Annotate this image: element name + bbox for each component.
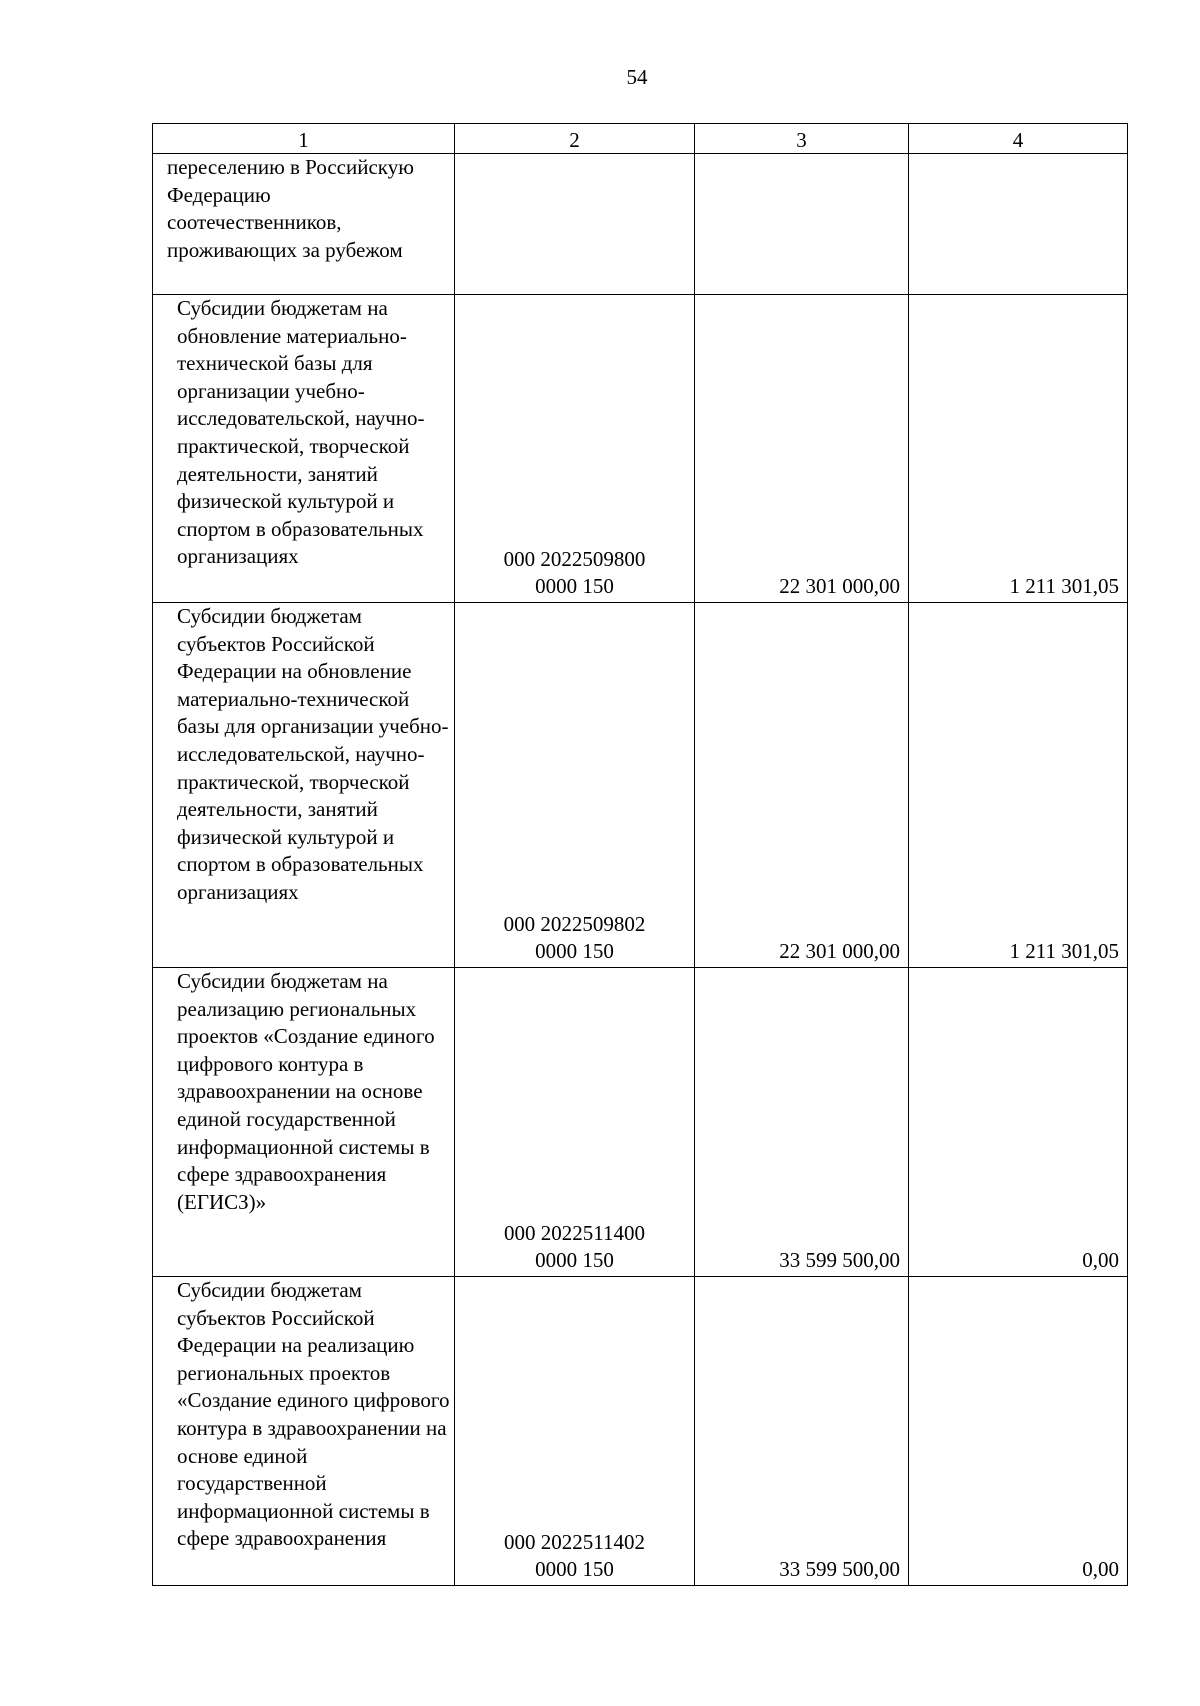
row-amount-fact: 1 211 301,05 [909, 295, 1128, 603]
row-code [455, 603, 695, 968]
row-amount-plan [695, 154, 909, 295]
page-number: 54 [626, 65, 648, 89]
column-header-2: 2 [455, 124, 695, 154]
table-header-row [153, 124, 1128, 154]
table-row [153, 1277, 1128, 1586]
column-header-1: 1 [153, 124, 455, 154]
row-code-line2: 0000 150 [535, 1557, 614, 1582]
row-amount-fact [909, 154, 1128, 295]
row-code-line2: 0000 150 [535, 1248, 614, 1273]
row-code [455, 968, 695, 1277]
row-name [153, 295, 455, 603]
row-name-text: Субсидии бюджетам на реализацию региональных проектов «Создание единого цифрового контура в здравоохранении на основе единой государственной информационной системы в сфере здравоохранения (ЕГИСЗ)» [177, 969, 435, 1214]
row-amount-plan: 33 599 500,00 [695, 1277, 909, 1586]
row-code-line1: 000 2022511402 [504, 1529, 645, 1554]
row-code-line1: 000 2022509802 [503, 911, 646, 936]
row-amount-fact: 0,00 [909, 968, 1128, 1277]
row-code-line1: 000 2022511400 [504, 1220, 645, 1245]
row-code-line2: 0000 150 [535, 939, 614, 964]
row-code [455, 1277, 695, 1586]
row-name: переселению в Российскую Федерацию соотечественников, проживающих за рубежом [153, 154, 455, 295]
row-code [455, 154, 695, 295]
row-name [153, 1277, 455, 1586]
row-amount-plan: 22 301 000,00 [695, 295, 909, 603]
row-amount-fact: 0,00 [909, 1277, 1128, 1586]
row-code-line1: 000 2022509800 [503, 546, 646, 571]
row-amount-plan: 33 599 500,00 [695, 968, 909, 1277]
row-amount-plan: 22 301 000,00 [695, 603, 909, 968]
table-row [153, 154, 1128, 295]
column-header-4: 4 [909, 124, 1128, 154]
row-code-line2: 0000 150 [535, 574, 614, 599]
row-name [153, 968, 455, 1277]
row-name-text: Субсидии бюджетам субъектов Российской Федерации на обновление материально-технической базы для организации учебно-исследовательской, научно-практической, творческой деятельности, занятий физической культурой и спортом в образовательных организациях [177, 604, 449, 904]
table-row [153, 968, 1128, 1277]
budget-table [152, 123, 1128, 1586]
table-row [153, 295, 1128, 603]
row-amount-fact: 1 211 301,05 [909, 603, 1128, 968]
row-name [153, 603, 455, 968]
table-row [153, 603, 1128, 968]
row-code [455, 295, 695, 603]
row-name-text: Субсидии бюджетам субъектов Российской Федерации на реализацию региональных проектов «Создание единого цифрового контура в здравоохранении на основе единой государственной информационной системы в сфере здравоохранения [177, 1278, 450, 1551]
column-header-3: 3 [695, 124, 909, 154]
row-name-text: Субсидии бюджетам на обновление материально-технической базы для организации учебно-исследовательской, научно-практической, творческой деятельности, занятий физической культурой и спортом в образовательных организациях [177, 296, 425, 569]
